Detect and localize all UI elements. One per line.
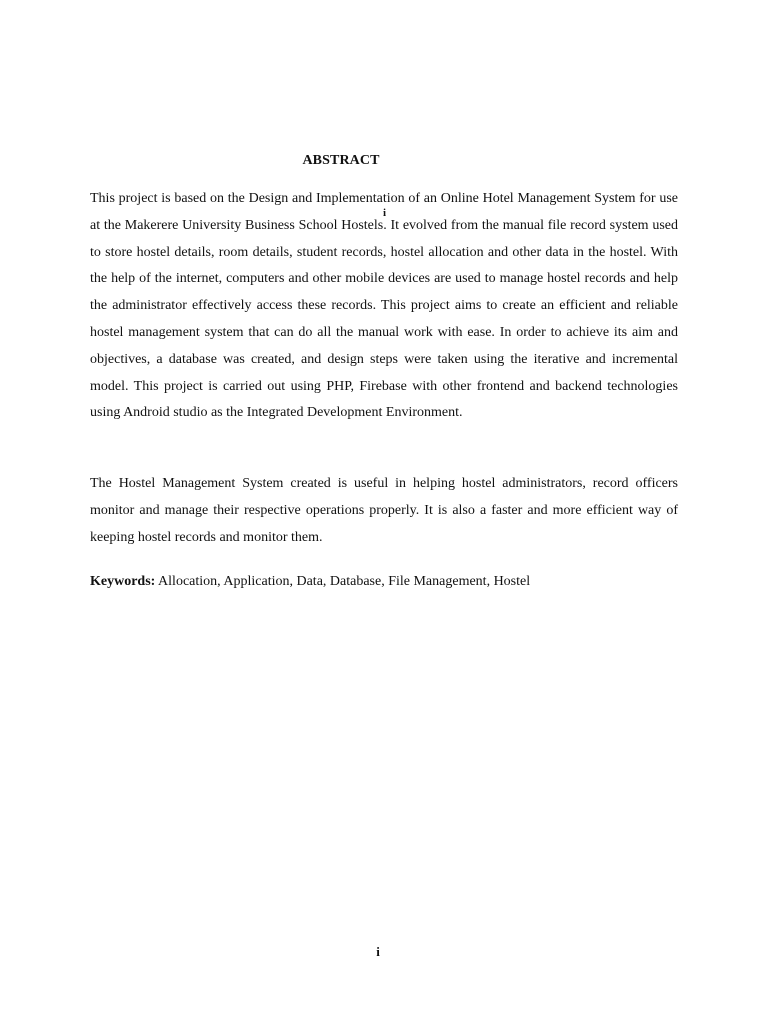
keywords-line [90,572,530,592]
keywords-list: Allocation, Application, Data, Database, File Management, Hostel [155,574,531,589]
page-number: i [376,944,380,959]
abstract-paragraph-1: This project is based on the Design and Implementation of an Online Hotel Management System for use at the Makerere University Business School Hostels. It evolved from the manual file record system used to store hostel details, room details, student records, hostel allocation and other data in the hostel. With the help of the internet, computers and other mobile devices are used to manage hostel records and help the administrator effectively access these records. This project aims to create an efficient and reliable hostel management system that can do all the manual work with ease. In order to achieve its aim and objectives, a database was created, and design steps were taken using the iterative and incremental model. This project is carried out using PHP, Firebase with other frontend and backend technologies using Android studio as the Integrated Development Environment. [90,191,678,421]
abstract-paragraph-2: The Hostel Management System created is useful in helping hostel administrators, record officers monitor and manage their respective operations properly. It is also a faster and more efficient way of keeping hostel records and monitor them. [90,476,678,545]
keywords-label: Keywords: [90,574,156,589]
stray-page-mark: i [383,207,387,219]
abstract-heading: ABSTRACT [302,153,380,168]
